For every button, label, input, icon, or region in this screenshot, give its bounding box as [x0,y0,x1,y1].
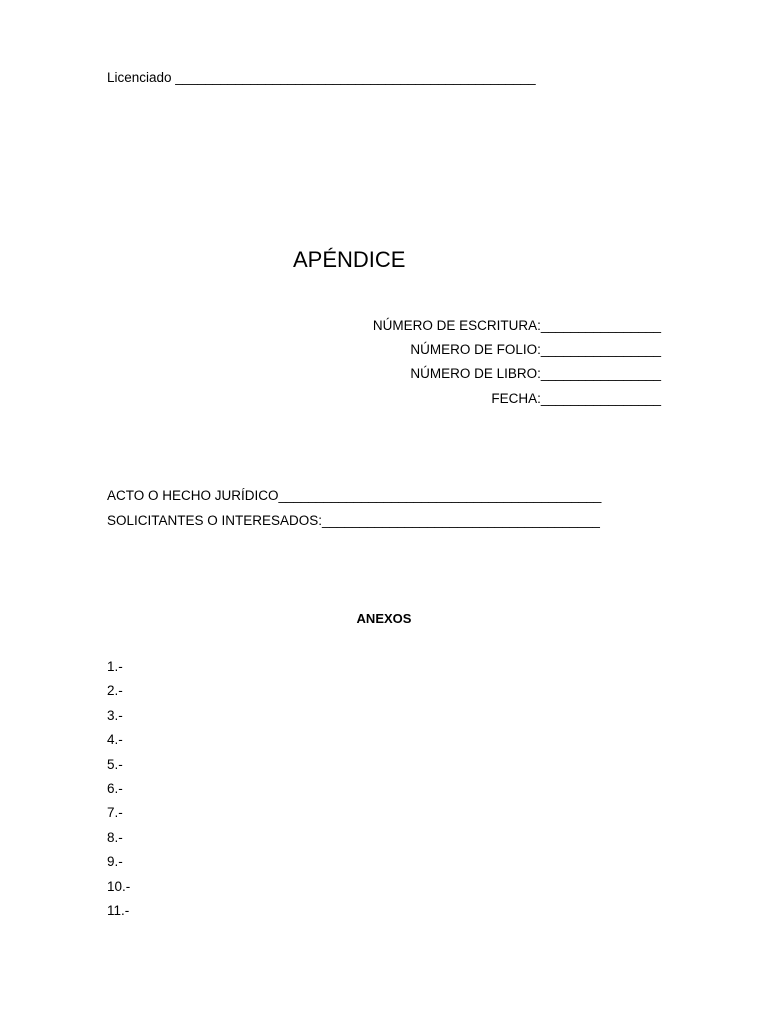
anexo-item: 5.- [107,756,123,772]
numero-libro-field: NÚMERO DE LIBRO:________________ [410,366,661,381]
anexo-item: 6.- [107,780,123,796]
solicitantes-line: SOLICITANTES O INTERESADOS:_____________________________________ [107,513,600,528]
anexo-item: 1.- [107,659,123,674]
numero-folio-field: NÚMERO DE FOLIO:________________ [410,342,661,357]
page-title: APÉNDICE [293,247,406,272]
anexo-item: 10.- [107,878,131,894]
anexo-item: 2.- [107,683,123,699]
anexo-item: 3.- [107,707,123,723]
anexos-list [107,660,130,928]
anexo-item: 9.- [107,854,123,870]
fecha-field: FECHA:________________ [491,391,661,406]
acto-hecho-juridico-line: ACTO O HECHO JURÍDICO___________________________________________ [107,488,602,503]
anexo-item: 7.- [107,805,123,821]
anexos-heading: ANEXOS [356,611,412,626]
licenciado-line: Licenciado ________________________________________________ [107,70,536,85]
numero-escritura-field: NÚMERO DE ESCRITURA:________________ [372,318,661,333]
anexo-item: 4.- [107,732,123,748]
anexo-item: 11.- [107,902,130,918]
anexo-item: 8.- [107,829,123,845]
